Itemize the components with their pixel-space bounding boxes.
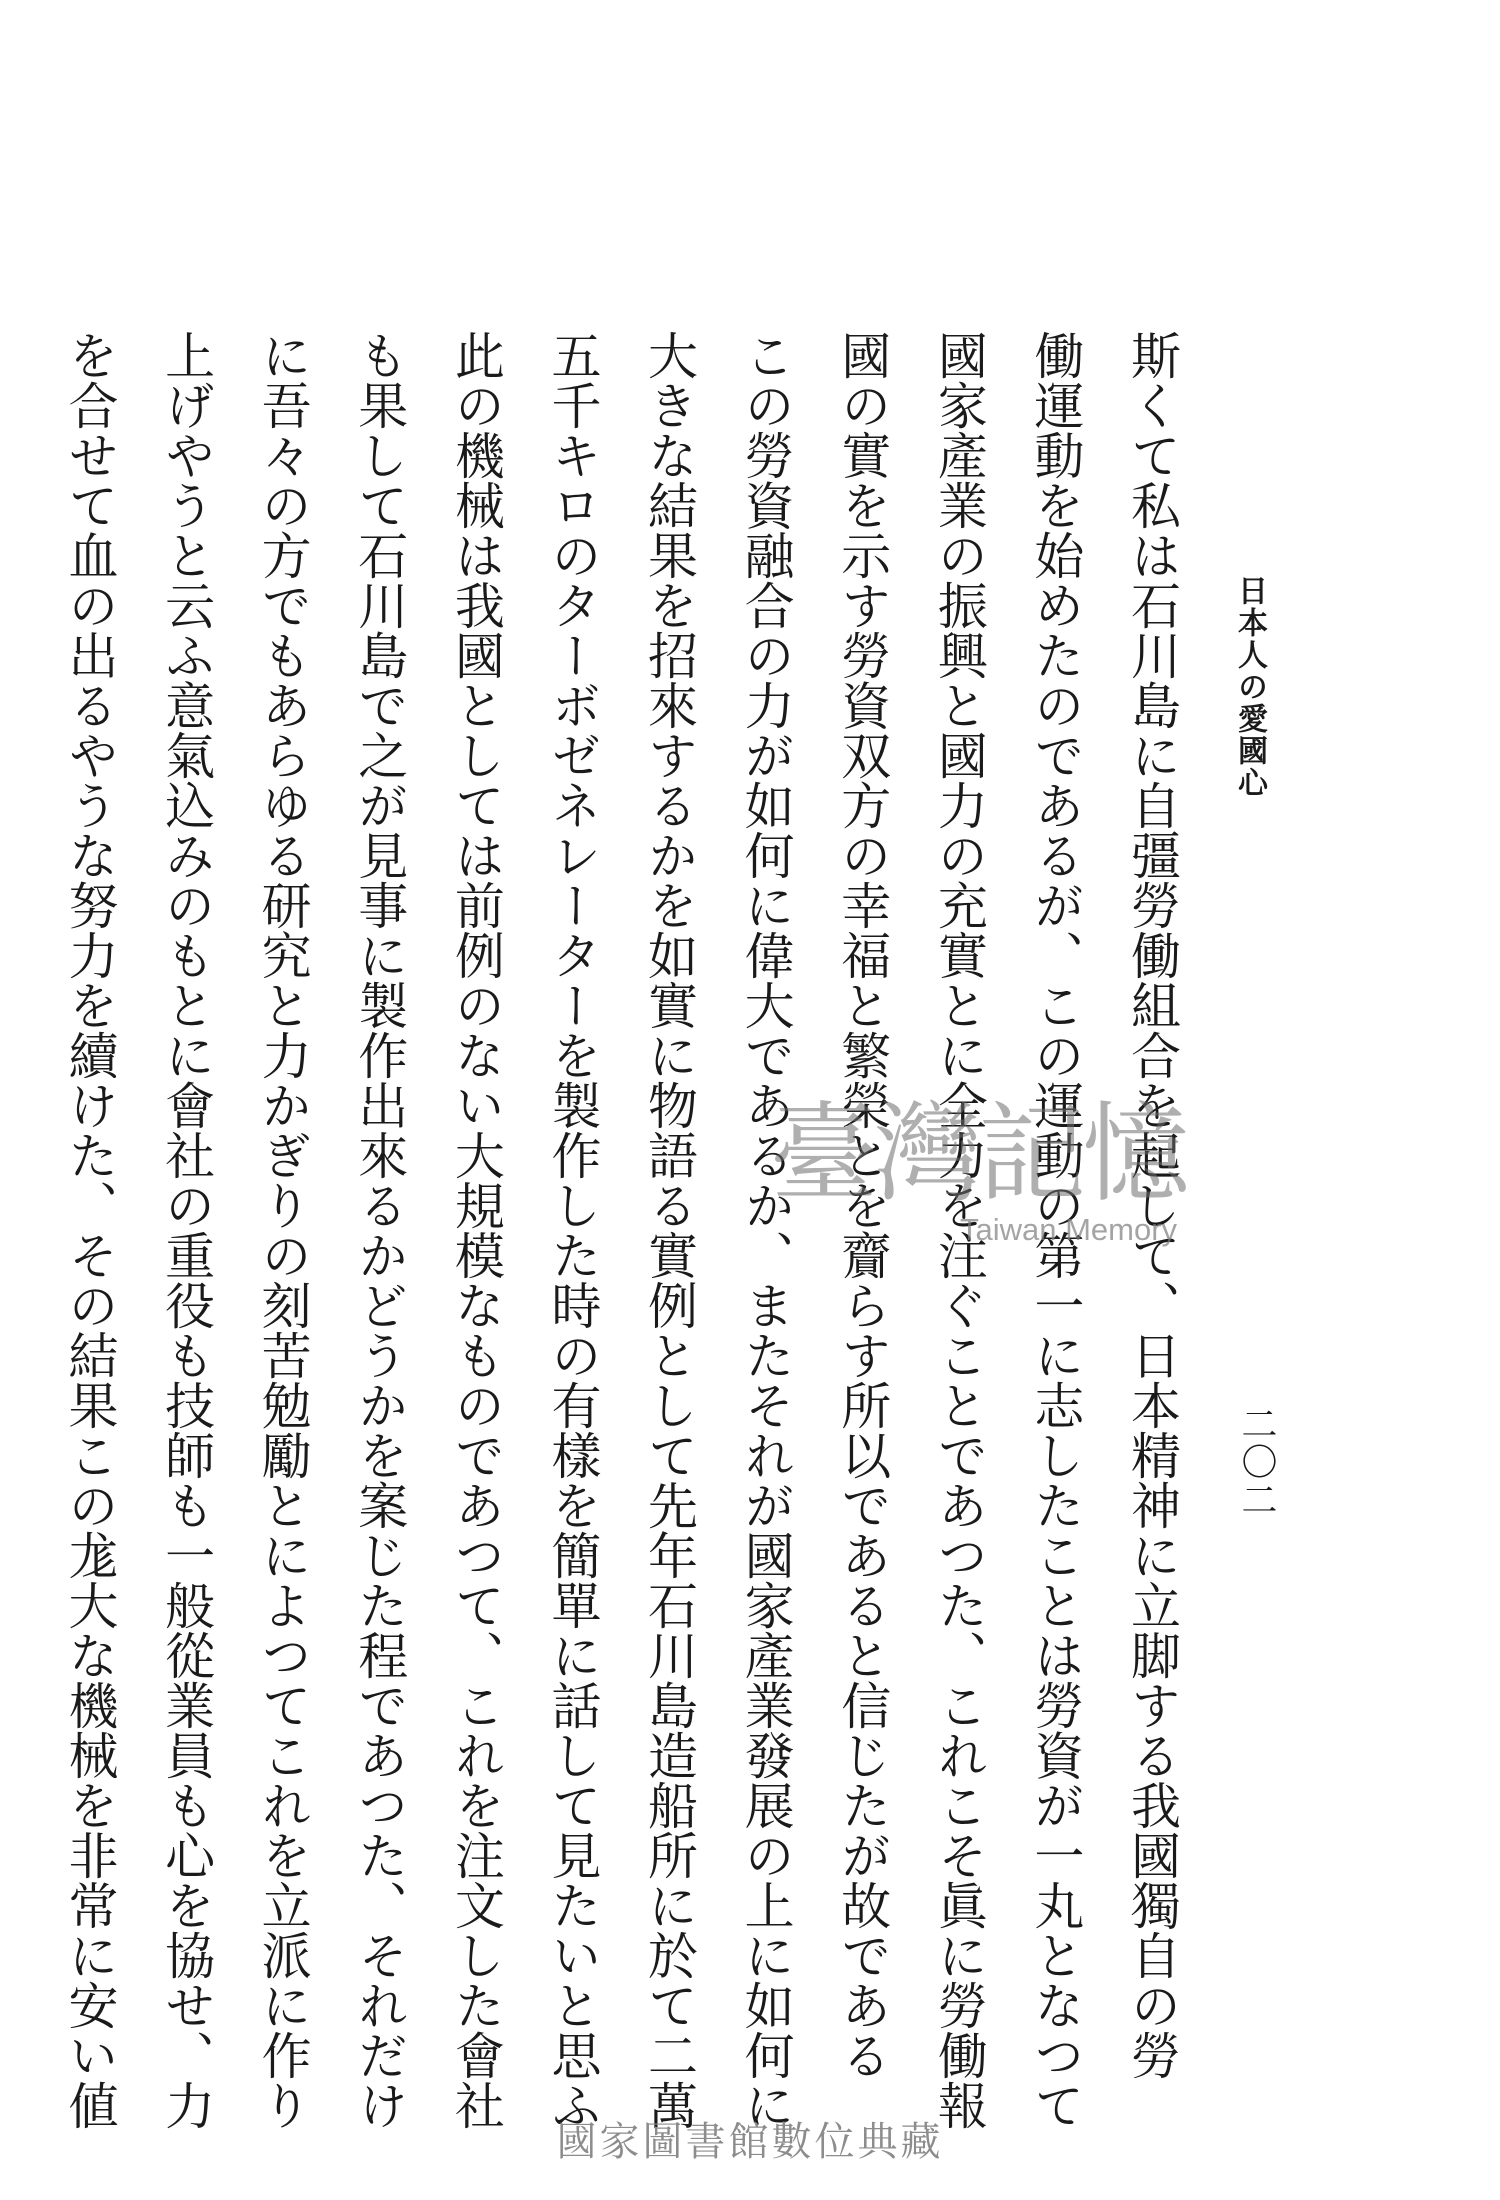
watermark-logo-text: 臺灣記憶 <box>770 1092 1187 1217</box>
text-column: 上げやうと云ふ意氣込みのもとに會社の重役も技師も一般從業員も心を協せ、力 <box>157 330 216 2130</box>
footer-credit: 國家圖書館數位典藏 <box>556 2119 944 2165</box>
watermark-latin-text: Taiwan Memory <box>960 1212 1178 1247</box>
text-column: 國家產業の振興と國力の充實とに全力を注ぐことであつた、これこそ眞に勞働報 <box>929 330 988 2130</box>
text-column: 斯くて私は石川島に自彊勞働組合を起して、日本精神に立脚する我國獨自の勞 <box>1123 330 1181 2080</box>
text-column: を合せて血の出るやうな努力を續けた、その結果この尨大な機械を非常に安い値 <box>60 330 119 2130</box>
text-column: 五千キロのターボゼネレーターを製作した時の有樣を簡單に話して見たいと思ふ <box>543 330 602 2130</box>
text-column: 此の機械は我國としては前例のない大規模なものであつて、これを注文した會社 <box>446 330 505 2130</box>
text-column: 大きな結果を招來するかを如實に物語る實例として先年石川島造船所に於て二萬 <box>640 330 699 2130</box>
text-column: この勞資融合の力が如何に偉大であるか、またそれが國家產業發展の上に如何に <box>736 330 795 2130</box>
text-column: も果して石川島で之が見事に製作出來るかどうかを案じた程であつた、それだけ <box>350 330 409 2130</box>
page-number: 二〇二 <box>1236 1405 1277 1519</box>
text-column: に吾々の方でもあらゆる研究と力かぎりの刻苦勉勵とによつてこれを立派に作り <box>253 330 312 2130</box>
text-column: 國の實を示す勞資双方の幸福と繁榮とを齎らす所以であると信じたが故である <box>833 330 892 2080</box>
text-column: 働運動を始めたのであるが、この運動の第一に志したことは勞資が一丸となつて <box>1026 330 1085 2130</box>
body-text <box>60 330 1200 2130</box>
running-title: 日本人の愛國心 <box>1232 575 1267 799</box>
